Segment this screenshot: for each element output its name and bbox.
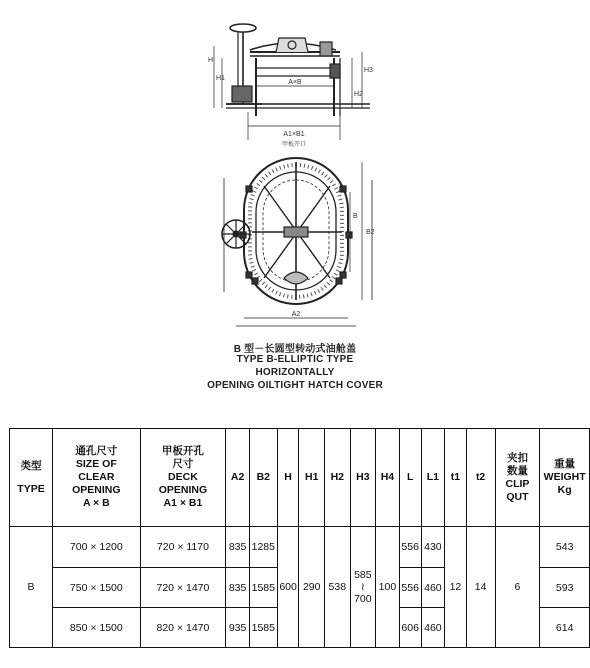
cell-b2: 1585 [249,568,277,608]
dim-label-a1kb1: A1×B1 [283,131,305,138]
cell-h3: 585 ≀ 700 [350,527,376,648]
header-clip-quantity: 夹扣 数量 CLIP QUT [495,429,540,527]
cell-b2: 1585 [249,608,277,648]
cell-l: 556 [399,527,421,568]
dim-label-b2: B2 [366,229,375,236]
cell-l1: 460 [421,608,445,648]
dim-label-h3: H3 [364,67,373,74]
cell-a2: 835 [226,568,250,608]
cell-l: 556 [399,568,421,608]
cell-l1: 430 [421,527,445,568]
dim-label-a2: A2 [291,311,301,318]
caption-line-3: HORIZONTALLY [255,367,335,378]
cell-h1: 290 [299,527,325,648]
header-weight: 重量 WEIGHT Kg [540,429,590,527]
caption-line-4: OPENING OILTIGHT HATCH COVER [207,380,383,391]
table-row [10,527,590,568]
cell-deck: 720 × 1470 [140,568,226,608]
cell-type: B [10,527,53,648]
header-l: L [399,429,421,527]
header-t1: t1 [445,429,466,527]
header-t2: t2 [466,429,495,527]
cell-h2: 538 [325,527,351,648]
cell-weight: 543 [540,527,590,568]
cell-h: 600 [277,527,299,648]
cell-size: 850 × 1500 [53,608,141,648]
header-h1: H1 [299,429,325,527]
cell-clip: 6 [495,527,540,648]
cell-l1: 460 [421,568,445,608]
cell-a2: 835 [226,527,250,568]
cell-deck: 720 × 1170 [140,527,226,568]
header-h: H [277,429,299,527]
cell-weight: 593 [540,568,590,608]
caption-line-2: TYPE B-ELLIPTIC TYPE [236,354,354,365]
cell-a2: 935 [226,608,250,648]
dim-label-h1: H1 [216,75,225,82]
header-a2: A2 [226,429,250,527]
cell-weight: 614 [540,608,590,648]
cell-t1: 12 [445,527,466,648]
cell-h4: 100 [376,527,400,648]
header-size-of-clear-opening: 通孔尺寸 SIZE OF CLEAR OPENING A × B [53,429,141,527]
plan-view [222,158,372,326]
header-type: 类型 TYPE [10,429,53,527]
dim-label-deck-opening: 甲板开口 [281,142,307,148]
header-b2: B2 [249,429,277,527]
header-l1: L1 [421,429,445,527]
cell-size: 750 × 1500 [53,568,141,608]
caption-chinese: B 型－长圆型转动式油舱盖 [233,344,357,355]
cell-t2: 14 [466,527,495,648]
header-h2: H2 [325,429,351,527]
dim-label-b: B [353,213,358,220]
cell-size: 700 × 1200 [53,527,141,568]
dim-label-akb: A×B [288,79,302,86]
table-header-row [10,429,590,527]
cell-deck: 820 × 1470 [140,608,226,648]
specification-table [9,428,590,648]
cell-b2: 1285 [249,527,277,568]
header-h4: H4 [376,429,400,527]
dim-label-h2: H2 [354,91,363,98]
header-h3: H3 [350,429,376,527]
cell-l: 606 [399,608,421,648]
dim-label-h: H [208,57,214,64]
header-deck-opening: 甲板开孔 尺寸 DECK OPENING A1 × B1 [140,429,226,527]
